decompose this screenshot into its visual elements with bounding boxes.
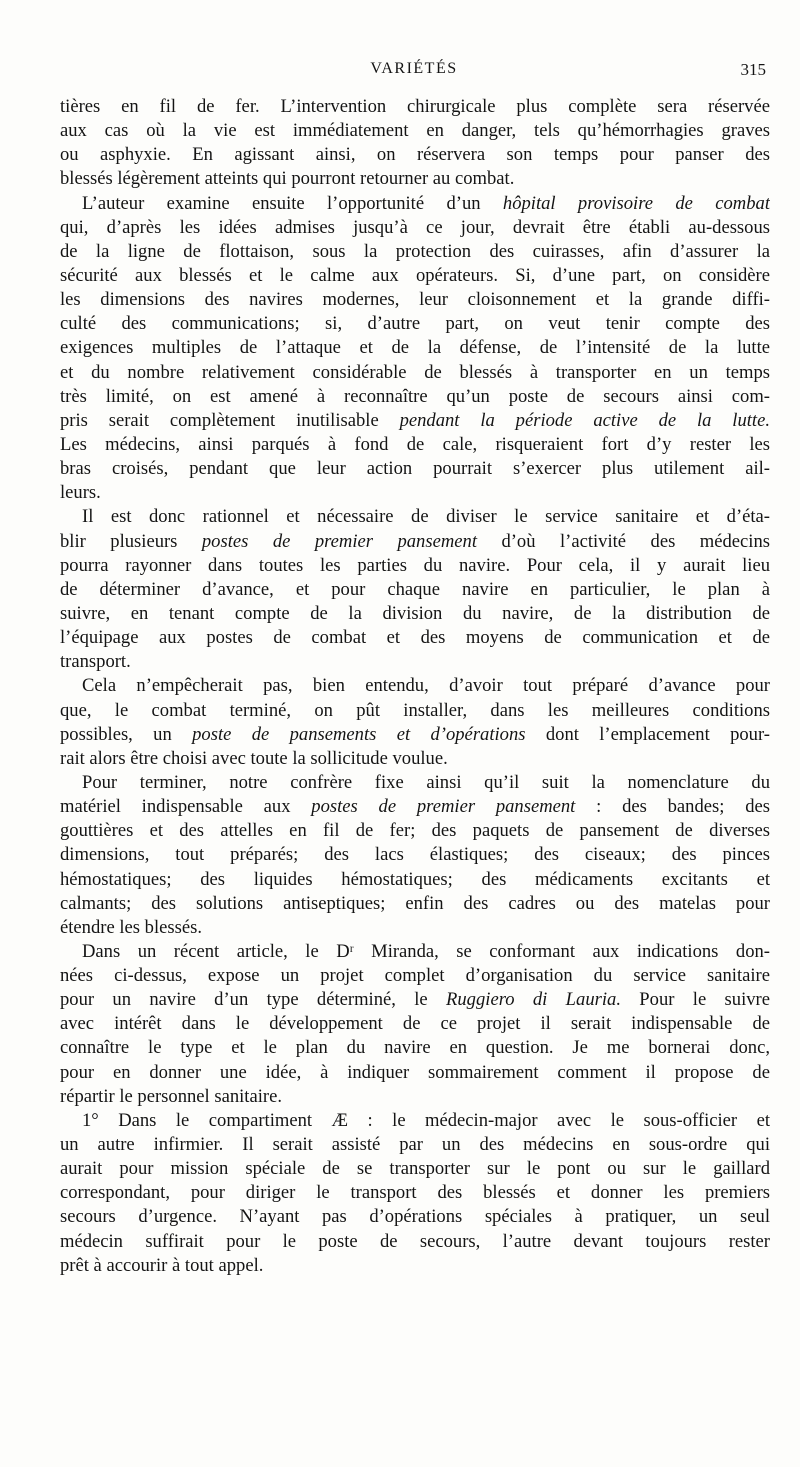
text-line: ou asphyxie. En agissant ainsi, on réservera son temps pour panser des bbox=[60, 144, 770, 166]
text-line: blir plusieurs postes de premier pansement d’où l’activité des médecins bbox=[60, 530, 770, 552]
text-line: exigences multiples de l’attaque et de la défense, de l’intensité de la lutte bbox=[60, 337, 770, 359]
text-line: Il est donc rationnel et nécessaire de diviser le service sanitaire et d’éta- bbox=[82, 506, 770, 528]
text-line: un autre infirmier. Il serait assisté par un des médecins en sous-ordre qui bbox=[60, 1134, 770, 1156]
text-line: Cela n’empêcherait pas, bien entendu, d’avoir tout préparé d’avance pour bbox=[82, 675, 770, 697]
text-line: gouttières et des attelles en fil de fer; des paquets de pansement de diverses bbox=[60, 820, 770, 842]
text-line: culté des communications; si, d’autre part, on veut tenir compte des bbox=[60, 313, 770, 335]
text-line: correspondant, pour diriger le transport des blessés et donner les premiers bbox=[60, 1182, 770, 1204]
text-line: que, le combat terminé, on pût installer, dans les meilleures conditions bbox=[60, 699, 770, 721]
text-line: hémostatiques; des liquides hémostatiques; des médicaments excitants et bbox=[60, 868, 770, 890]
text-line: aux cas où la vie est immédiatement en danger, tels qu’hémorrhagies graves bbox=[60, 120, 770, 142]
text-line: les dimensions des navires modernes, leur cloisonnement et la grande diffi- bbox=[60, 289, 770, 311]
running-head bbox=[58, 60, 770, 84]
text-line: 1° Dans le compartiment Æ : le médecin-major avec le sous-officier et bbox=[82, 1109, 770, 1131]
text-line: matériel indispensable aux postes de premier pansement : des bandes; des bbox=[60, 796, 770, 818]
text-line: blessés légèrement atteints qui pourront retourner au combat. bbox=[60, 168, 515, 190]
text-line: Les médecins, ainsi parqués à fond de cale, risqueraient fort d’y rester les bbox=[60, 433, 770, 455]
body-text bbox=[60, 95, 770, 1278]
text-line: suivre, en tenant compte de la division du navire, de la distribution de bbox=[60, 602, 770, 624]
text-line: aurait pour mission spéciale de se transporter sur le pont ou sur le gaillard bbox=[60, 1158, 770, 1180]
text-line: médecin suffirait pour le poste de secours, l’autre devant toujours rester bbox=[60, 1230, 770, 1252]
text-line: répartir le personnel sanitaire. bbox=[60, 1085, 282, 1107]
text-line: L’auteur examine ensuite l’opportunité d’un hôpital provisoire de combat bbox=[82, 192, 770, 214]
text-line: étendre les blessés. bbox=[60, 916, 202, 938]
text-line: rait alors être choisi avec toute la sollicitude voulue. bbox=[60, 747, 448, 769]
text-line: Pour terminer, notre confrère fixe ainsi qu’il suit la nomenclature du bbox=[82, 771, 770, 793]
text-line: Dans un récent article, le Dʳ Miranda, se conformant aux indications don- bbox=[82, 940, 770, 962]
text-line: avec intérêt dans le développement de ce projet il serait indispensable de bbox=[60, 1013, 770, 1035]
text-line: calmants; des solutions antiseptiques; enfin des cadres ou des matelas pour bbox=[60, 892, 770, 914]
italic-phrase: poste de pansements et d’opérations bbox=[192, 723, 526, 745]
text-line: pour en donner une idée, à indiquer sommairement comment il propose de bbox=[60, 1061, 770, 1083]
text-line: pourra rayonner dans toutes les parties du navire. Pour cela, il y aurait lieu bbox=[60, 554, 770, 576]
text-line: qui, d’après les idées admises jusqu’à ce jour, devrait être établi au-dessous bbox=[60, 216, 770, 238]
text-line: connaître le type et le plan du navire en question. Je me bornerai donc, bbox=[60, 1037, 770, 1059]
text-line: très limité, on est amené à reconnaître qu’un poste de secours ainsi com- bbox=[60, 385, 770, 407]
text-line: prêt à accourir à tout appel. bbox=[60, 1254, 264, 1276]
text-line: secours d’urgence. N’ayant pas d’opérations spéciales à pratiquer, un seul bbox=[60, 1206, 770, 1228]
text-line: dimensions, tout préparés; des lacs élastiques; des ciseaux; des pinces bbox=[60, 844, 770, 866]
italic-phrase: postes de premier pansement bbox=[311, 796, 576, 818]
text-line: pris serait complètement inutilisable pendant la période active de la lutte. bbox=[60, 409, 770, 431]
text-line: nées ci-dessus, expose un projet complet d’organisation du service sanitaire bbox=[60, 965, 770, 987]
italic-phrase: hôpital provisoire de combat bbox=[502, 192, 770, 214]
text-line: de déterminer d’avance, et pour chaque navire en particulier, le plan à bbox=[60, 578, 770, 600]
running-title: VARIÉTÉS bbox=[370, 60, 458, 77]
text-line: leurs. bbox=[60, 482, 101, 504]
italic-phrase: Ruggiero di Lauria. bbox=[446, 989, 621, 1011]
text-line: de la ligne de flottaison, sous la protection des cuirasses, afin d’assurer la bbox=[60, 240, 770, 262]
text-line: bras croisés, pendant que leur action pourrait s’exercer plus utilement ail- bbox=[60, 458, 770, 480]
text-line: transport. bbox=[60, 651, 131, 673]
text-line: l’équipage aux postes de combat et des moyens de communication et de bbox=[60, 627, 770, 649]
italic-phrase: postes de premier pansement bbox=[201, 530, 477, 552]
italic-phrase: pendant la période active de la lutte. bbox=[399, 409, 770, 431]
text-line: possibles, un poste de pansements et d’opérations dont l’emplacement pour- bbox=[60, 723, 770, 745]
page-number: 315 bbox=[740, 60, 766, 79]
text-line: et du nombre relativement considérable de blessés à transporter en un temps bbox=[60, 361, 770, 383]
text-line: pour un navire d’un type déterminé, le Ruggiero di Lauria. Pour le suivre bbox=[60, 989, 770, 1011]
text-line: sécurité aux blessés et le calme aux opérateurs. Si, d’une part, on considère bbox=[60, 264, 770, 286]
text-line: tières en fil de fer. L’intervention chirurgicale plus complète sera réservée bbox=[60, 96, 770, 117]
